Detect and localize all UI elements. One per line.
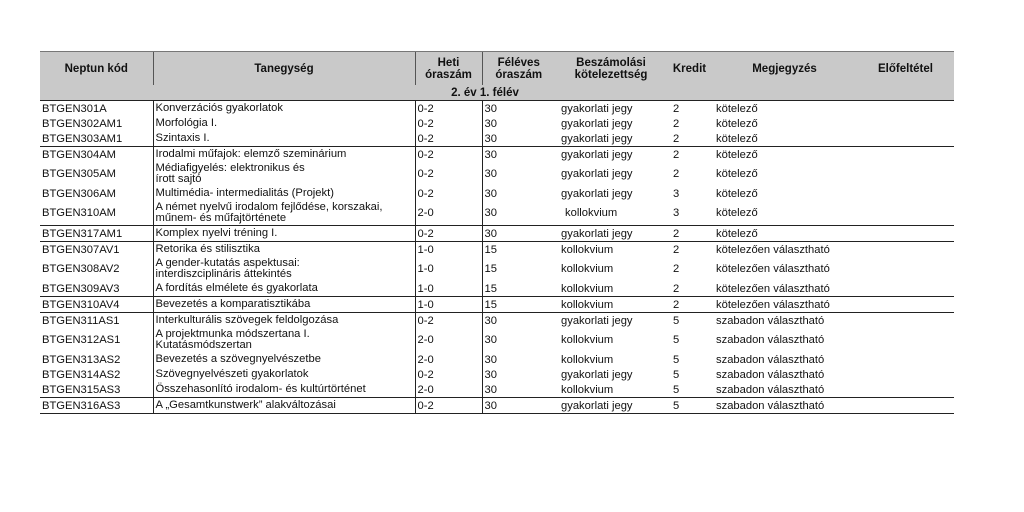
table-row: [40, 297, 954, 313]
cell-code: BTGEN305AM: [42, 168, 116, 180]
cell-prereq: [857, 328, 954, 352]
cell-semester: 15: [482, 242, 555, 258]
subject-line: Bevezetés a szövegnyelvészetbe: [155, 353, 321, 365]
cell-note: kötelező: [716, 102, 758, 115]
cell-weekly: 0-2: [415, 131, 482, 147]
cell-prereq: [857, 313, 954, 329]
table-row: [40, 281, 954, 297]
subject-line: Konverzációs gyakorlatok: [155, 102, 283, 114]
subject-line: Morfológia I.: [155, 117, 218, 129]
cell-prereq: [857, 352, 954, 367]
cell-note: kötelező: [716, 132, 758, 145]
subject-line: A fordítás elmélete és gyakorlata: [155, 282, 318, 294]
cell-weekly: 2-0: [415, 201, 482, 226]
cell-weekly: 0-2: [415, 313, 482, 329]
cell-assessment: gyakorlati jegy: [555, 226, 667, 242]
cell-assessment: kollokvium: [561, 383, 614, 396]
cell-semester: 30: [482, 131, 555, 147]
cell-code: BTGEN312AS1: [42, 334, 121, 346]
subject-line: Szintaxis I.: [155, 132, 210, 144]
cell-note: kötelező: [712, 147, 857, 163]
cell-assessment: kollokvium: [555, 297, 667, 313]
cell-code: BTGEN310AV4: [40, 297, 153, 313]
cell-assessment: gyakorlati jegy: [561, 168, 633, 180]
cell-code: BTGEN313AS2: [42, 353, 121, 366]
header-semester: Féléves óraszám: [482, 52, 555, 86]
table-row: [40, 382, 954, 398]
cell-semester: 30: [482, 101, 555, 117]
cell-weekly: 0-2: [415, 101, 482, 117]
subject-line: Bevezetés a komparatisztikába: [155, 298, 311, 310]
table-row: [40, 131, 954, 147]
cell-prereq: [857, 101, 954, 117]
subject-line: írott sajtó: [155, 173, 202, 185]
cell-note: kötelezően választható: [712, 242, 857, 258]
cell-subject: [153, 147, 415, 163]
cell-credit: 5: [673, 334, 680, 346]
cell-code: BTGEN311AS1: [40, 313, 153, 329]
cell-assessment: gyakorlati jegy: [555, 313, 667, 329]
subject-line: Multimédia- intermedialitás (Projekt): [155, 187, 334, 199]
cell-credit: 3: [673, 207, 680, 219]
cell-subject: [153, 116, 415, 131]
subject-line: Komplex nyelvi tréning I.: [155, 227, 278, 239]
subject-line: műnem- és műfajtörténete: [155, 212, 287, 224]
cell-prereq: [857, 297, 954, 313]
curriculum-sheet: [40, 51, 954, 414]
cell-subject: [153, 226, 415, 242]
cell-code: BTGEN315AS3: [42, 383, 121, 396]
cell-weekly: 2-0: [415, 382, 482, 398]
cell-assessment: gyakorlati jegy: [555, 147, 667, 163]
cell-credit: 2: [673, 282, 680, 295]
cell-subject: [153, 162, 415, 186]
subject-line: A „Gesamtkunstwerk” alakváltozásai: [155, 399, 336, 411]
cell-code: BTGEN301A: [42, 102, 107, 115]
cell-semester: 30: [482, 398, 555, 414]
cell-credit: 5: [673, 368, 680, 381]
subject-line: interdiszciplináris áttekintés: [155, 268, 292, 280]
section-label: 2. év 1. félév: [415, 85, 555, 101]
header-prereq: Előfeltétel: [857, 52, 954, 86]
cell-credit: 2: [667, 297, 712, 313]
cell-weekly: 0-2: [415, 186, 482, 201]
cell-credit: 2: [667, 226, 712, 242]
cell-note: kötelezően választható: [712, 297, 857, 313]
cell-note: kötelező: [712, 226, 857, 242]
cell-weekly: 0-2: [415, 147, 482, 163]
cell-prereq: [857, 131, 954, 147]
table-row: [40, 186, 954, 201]
cell-prereq: [857, 162, 954, 186]
header-code: Neptun kód: [40, 52, 153, 86]
cell-note: kötelező: [716, 207, 758, 219]
cell-code: BTGEN306AM: [42, 187, 116, 200]
subject-line: A projektmunka módszertana I.: [155, 328, 310, 340]
cell-assessment: kollokvium: [565, 207, 618, 219]
cell-assessment: gyakorlati jegy: [555, 398, 667, 414]
section-row: [40, 85, 954, 101]
cell-weekly: 0-2: [415, 226, 482, 242]
cell-assessment: gyakorlati jegy: [561, 102, 633, 115]
cell-semester: 30: [482, 313, 555, 329]
cell-code: BTGEN317AM1: [40, 226, 153, 242]
cell-note: szabadon választható: [716, 368, 825, 381]
subject-line: Médiafigyelés: elektronikus és: [155, 162, 305, 174]
table-body: [40, 101, 954, 414]
subject-line: Irodalmi műfajok: elemző szeminárium: [155, 148, 347, 160]
cell-credit: 2: [673, 102, 680, 115]
cell-weekly: 0-2: [415, 162, 482, 186]
cell-code: BTGEN316AS3: [40, 398, 153, 414]
cell-subject: [153, 186, 415, 201]
cell-assessment: gyakorlati jegy: [561, 132, 633, 145]
cell-weekly: 1-0: [415, 297, 482, 313]
cell-note: kötelező: [716, 187, 758, 200]
cell-subject: [153, 131, 415, 147]
table-row: [40, 116, 954, 131]
cell-code: BTGEN303AM1: [42, 132, 123, 145]
cell-code: BTGEN308AV2: [42, 263, 120, 275]
cell-weekly: 0-2: [415, 367, 482, 382]
cell-prereq: [857, 398, 954, 414]
cell-note: kötelező: [716, 168, 758, 180]
cell-weekly: 2-0: [415, 352, 482, 367]
cell-assessment: kollokvium: [561, 353, 614, 366]
cell-note: szabadon választható: [712, 313, 857, 329]
cell-weekly: 0-2: [415, 398, 482, 414]
cell-semester: 30: [482, 162, 555, 186]
cell-note: szabadon választható: [712, 398, 857, 414]
cell-semester: 15: [482, 297, 555, 313]
subject-line: Szövegnyelvészeti gyakorlatok: [155, 368, 309, 380]
cell-note: kötelező: [716, 117, 758, 130]
cell-assessment: gyakorlati jegy: [561, 117, 633, 130]
cell-prereq: [857, 367, 954, 382]
cell-prereq: [857, 226, 954, 242]
cell-semester: 15: [482, 257, 555, 281]
cell-credit: 2: [673, 132, 680, 145]
cell-code: BTGEN310AM: [42, 207, 116, 219]
cell-semester: 30: [482, 226, 555, 242]
cell-code: BTGEN304AM: [40, 147, 153, 163]
cell-semester: 30: [482, 382, 555, 398]
cell-credit: 2: [667, 147, 712, 163]
table-row: [40, 162, 954, 186]
cell-semester: 15: [482, 281, 555, 297]
cell-weekly: 2-0: [415, 328, 482, 352]
table-row: [40, 398, 954, 414]
cell-credit: 5: [667, 398, 712, 414]
table-header-row: [40, 52, 954, 86]
subject-line: A német nyelvű irodalom fejlődése, korszakai,: [155, 201, 383, 213]
subject-line: Retorika és stilisztika: [155, 243, 260, 255]
table-row: [40, 242, 954, 258]
subject-line: Összehasonlító irodalom- és kultúrtörténet: [155, 383, 366, 395]
cell-subject: [153, 328, 415, 352]
cell-code: BTGEN309AV3: [42, 282, 120, 295]
cell-semester: 30: [482, 352, 555, 367]
header-weekly: Heti óraszám: [415, 52, 482, 86]
cell-semester: 30: [482, 147, 555, 163]
cell-assessment: gyakorlati jegy: [561, 187, 633, 200]
cell-subject: [153, 101, 415, 117]
cell-subject: [153, 257, 415, 281]
header-note: Megjegyzés: [712, 52, 857, 86]
cell-prereq: [857, 116, 954, 131]
subject-line: A gender-kutatás aspektusai:: [155, 257, 300, 269]
cell-credit: 2: [667, 242, 712, 258]
cell-note: szabadon választható: [716, 334, 825, 346]
cell-weekly: 1-0: [415, 242, 482, 258]
cell-code: BTGEN302AM1: [42, 117, 123, 130]
cell-subject: [153, 352, 415, 367]
table-row: [40, 201, 954, 226]
cell-weekly: 1-0: [415, 281, 482, 297]
cell-note: szabadon választható: [716, 383, 825, 396]
cell-semester: 30: [482, 367, 555, 382]
cell-credit: 2: [673, 117, 680, 130]
table-row: [40, 313, 954, 329]
cell-prereq: [857, 281, 954, 297]
cell-weekly: 0-2: [415, 116, 482, 131]
table-row: [40, 328, 954, 352]
table-row: [40, 257, 954, 281]
cell-credit: 5: [673, 353, 680, 366]
cell-prereq: [857, 242, 954, 258]
cell-credit: 2: [673, 263, 680, 275]
table-row: [40, 147, 954, 163]
cell-prereq: [857, 382, 954, 398]
cell-note: szabadon választható: [716, 353, 825, 366]
cell-subject: [153, 313, 415, 329]
cell-subject: [153, 242, 415, 258]
cell-assessment: kollokvium: [561, 282, 614, 295]
cell-prereq: [857, 257, 954, 281]
cell-subject: [153, 201, 415, 226]
cell-code: BTGEN307AV1: [40, 242, 153, 258]
table-row: [40, 226, 954, 242]
cell-subject: [153, 382, 415, 398]
cell-assessment: kollokvium: [561, 334, 614, 346]
cell-subject: [153, 297, 415, 313]
header-subject: Tanegység: [153, 52, 415, 86]
subject-line: Kutatásmódszertan: [155, 339, 252, 351]
header-credit: Kredit: [667, 52, 712, 86]
cell-semester: 30: [482, 328, 555, 352]
cell-weekly: 1-0: [415, 257, 482, 281]
cell-note: kötelezően választható: [716, 282, 830, 295]
cell-prereq: [857, 186, 954, 201]
cell-credit: 3: [673, 187, 680, 200]
curriculum-table: [40, 51, 954, 414]
cell-subject: [153, 281, 415, 297]
cell-code: BTGEN314AS2: [42, 368, 121, 381]
cell-assessment: kollokvium: [555, 242, 667, 258]
cell-semester: 30: [482, 116, 555, 131]
table-row: [40, 367, 954, 382]
cell-assessment: kollokvium: [561, 263, 614, 275]
cell-assessment: gyakorlati jegy: [561, 368, 633, 381]
table-row: [40, 352, 954, 367]
cell-subject: [153, 398, 415, 414]
table-row: [40, 101, 954, 117]
cell-semester: 30: [482, 201, 555, 226]
subject-line: Interkulturális szövegek feldolgozása: [155, 314, 339, 326]
cell-credit: 5: [667, 313, 712, 329]
cell-semester: 30: [482, 186, 555, 201]
cell-credit: 2: [673, 168, 680, 180]
header-assessment: Beszámolási kötelezettség: [555, 52, 667, 86]
cell-subject: [153, 367, 415, 382]
cell-credit: 5: [673, 383, 680, 396]
cell-prereq: [857, 147, 954, 163]
cell-prereq: [857, 201, 954, 226]
cell-note: kötelezően választható: [716, 263, 830, 275]
